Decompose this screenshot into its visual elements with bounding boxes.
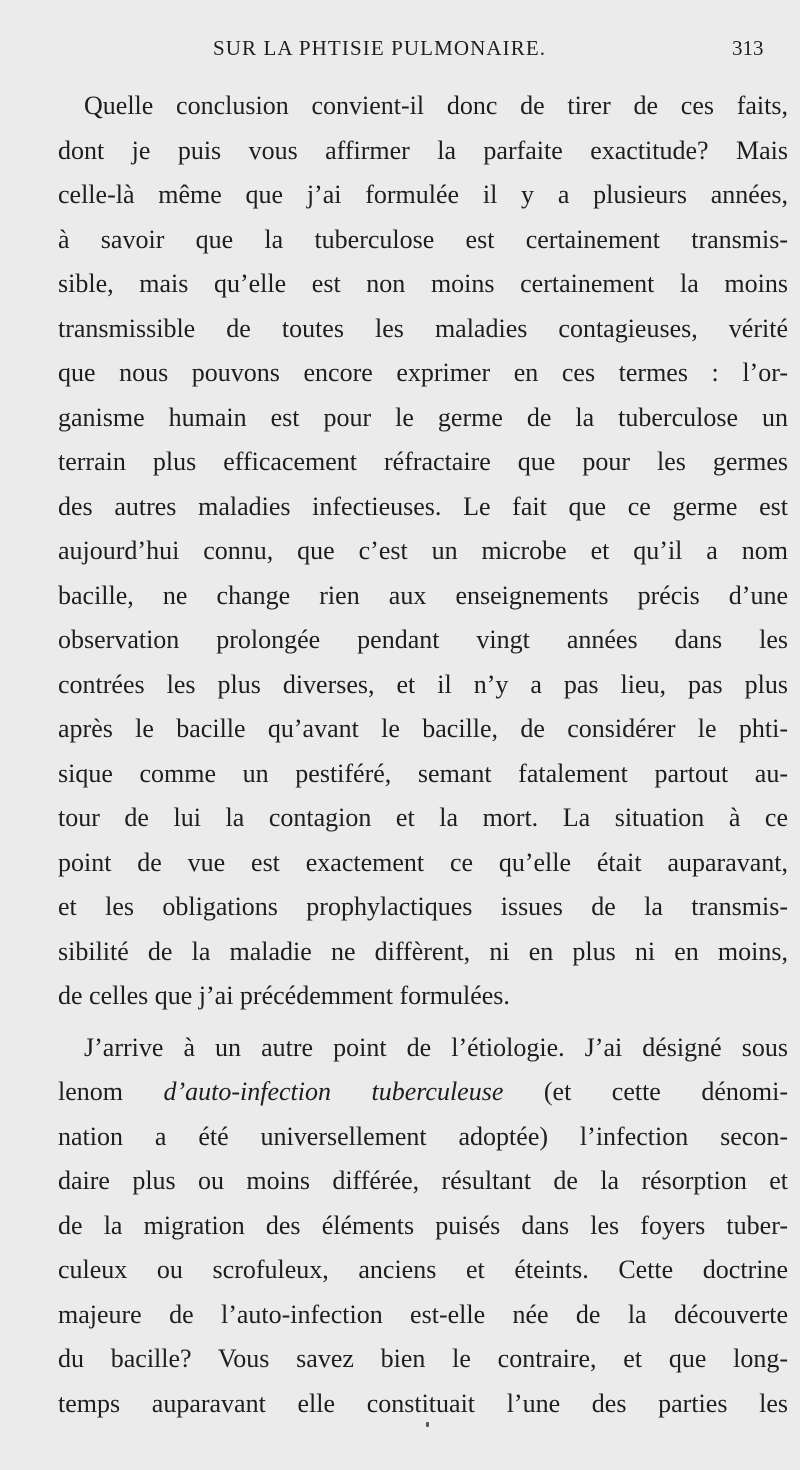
- text-line: du bacille? Vous savez bien le contraire, et que long-: [58, 1344, 788, 1373]
- text-line: terrain plus efficacement réfractaire que pour les germes: [58, 447, 788, 476]
- text-line: sibilité de la maladie ne diffèrent, ni en plus ni en moins,: [58, 936, 788, 966]
- text-line: culeux ou scrofuleux, anciens et éteints. Cette doctrine: [58, 1255, 788, 1284]
- italic-term: d’auto-infection tuberculeuse: [163, 1077, 504, 1106]
- paragraph-2: [58, 1026, 788, 1427]
- page-number: 313: [732, 36, 764, 60]
- text-line: sique comme un pestiféré, semant fatalement partout au-: [58, 758, 788, 788]
- text-run: (et cette dénomi-: [503, 1077, 788, 1106]
- text-line: temps auparavant elle constituait l’une des parties les: [58, 1388, 788, 1418]
- text-line: J’arrive à un autre point de l’étiologie. J’ai désigné sous: [84, 1032, 788, 1062]
- text-line: et les obligations prophylactiques issues de la transmis-: [58, 892, 788, 921]
- text-line: après le bacille qu’avant le bacille, de considérer le phti-: [58, 714, 788, 743]
- text-run: lenom: [58, 1077, 164, 1106]
- text-line: des autres maladies infectieuses. Le fait que ce germe est: [58, 491, 788, 521]
- text-line: que nous pouvons encore exprimer en ces termes : l’or-: [58, 358, 788, 387]
- text-line: aujourd’hui connu, que c’est un microbe et qu’il a nom: [58, 536, 788, 565]
- paragraph-1: [58, 84, 788, 1019]
- body-text: [58, 84, 788, 1426]
- text-line: majeure de l’auto-infection est-elle née de la découverte: [58, 1299, 788, 1329]
- text-line: celle-là même que j’ai formulée il y a plusieurs années,: [58, 180, 788, 209]
- running-header: [0, 36, 800, 76]
- running-title: SUR LA PHTISIE PULMONAIRE.: [213, 36, 547, 60]
- text-line: dont je puis vous affirmer la parfaite exactitude? Mais: [58, 135, 788, 165]
- text-line: daire plus ou moins différée, résultant de la résorption et: [58, 1166, 788, 1195]
- text-line: nation a été universellement adoptée) l’infection secon-: [58, 1121, 788, 1151]
- text-line: contrées les plus diverses, et il n’y a pas lieu, pas plus: [58, 669, 788, 699]
- text-line: de la migration des éléments puisés dans les foyers tuber-: [58, 1210, 788, 1240]
- text-line: à savoir que la tuberculose est certainement transmis-: [58, 224, 788, 254]
- text-line: observation prolongée pendant vingt années dans les: [58, 625, 788, 654]
- text-line: transmissible de toutes les maladies contagieuses, vérité: [58, 313, 788, 343]
- text-line: tour de lui la contagion et la mort. La situation à ce: [58, 803, 788, 832]
- print-speck: [426, 1422, 429, 1427]
- paragraph-gap: [58, 1019, 788, 1026]
- text-line: bacille, ne change rien aux enseignements précis d’une: [58, 580, 788, 610]
- text-line-with-italic: [58, 1070, 788, 1115]
- text-line: de celles que j’ai précédemment formulées.: [58, 981, 510, 1010]
- text-line: point de vue est exactement ce qu’elle était auparavant,: [58, 847, 788, 877]
- text-line: ganisme humain est pour le germe de la tuberculose un: [58, 402, 788, 432]
- text-line: Quelle conclusion convient-il donc de tirer de ces faits,: [84, 91, 788, 120]
- text-line: sible, mais qu’elle est non moins certainement la moins: [58, 269, 788, 298]
